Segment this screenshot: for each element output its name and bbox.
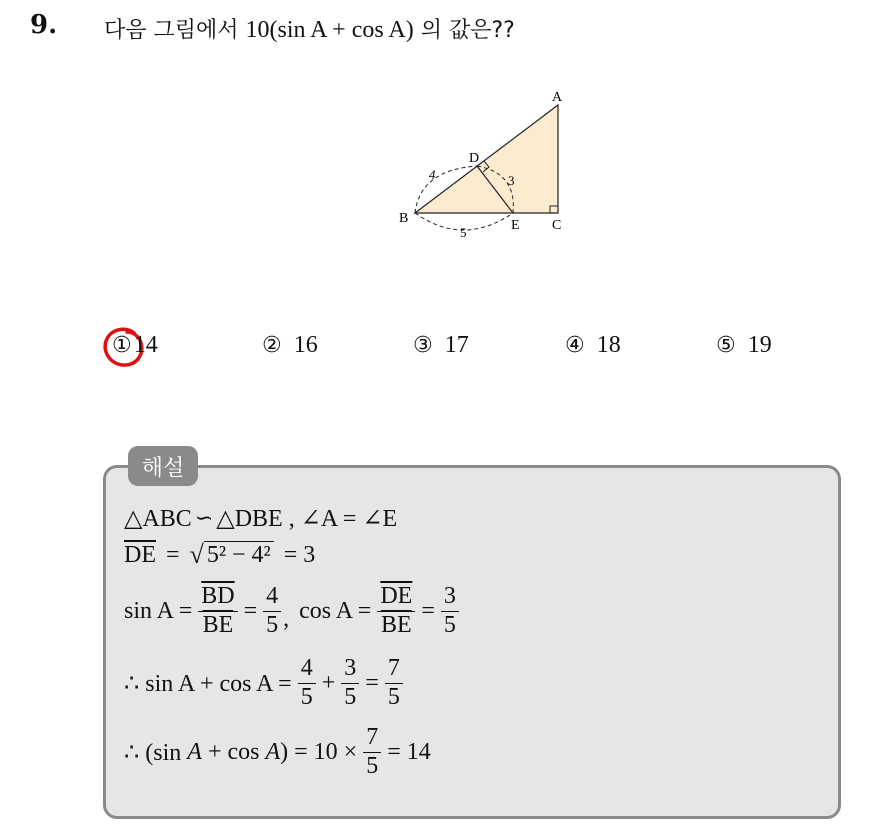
final-var-a2: A [265,738,281,765]
similar-lhs: △ABC [124,506,192,532]
choice-4-value: 18 [596,332,621,358]
label-c: C [552,218,562,233]
label-a: A [552,90,563,105]
length-be: 5 [460,225,467,240]
choice-5-value: 19 [747,332,772,358]
answer-choices [0,332,884,366]
choice-4-mark: ④ [565,333,585,358]
comma: , [283,606,290,633]
sin-a-label: sin A = [124,597,193,624]
solution-line-5 [124,724,431,780]
choice-3-mark: ③ [413,333,433,358]
similar-rhs: △DBE , ∠A = ∠E [216,506,398,532]
choice-3-value: 17 [444,332,469,358]
solution-line-2 [124,540,315,570]
solution-tab-label: 해설 [128,446,198,486]
question-text [104,13,515,44]
solution-line-4 [124,655,409,711]
length-de: 3 [508,173,515,188]
fraction-7-5: $\frac{7}{5}$ [385,655,403,711]
fraction-3-5: $\frac{3}{5}$ [441,583,459,639]
fraction-de-be: $\frac{\overline{DE}}{BE}$ [377,583,415,639]
choice-5-mark: ⑤ [716,333,736,358]
triangle-figure [395,85,580,240]
eq-sign: = [421,597,435,624]
choice-5[interactable] [716,332,772,359]
fraction-bd-be: $\frac{\overline{BD}}{BE}$ [198,583,237,639]
question-text-ko-1: 다음 그림에서 [104,18,246,43]
sum-lhs: ∴ sin A + cos A = [124,670,292,697]
fraction-4-5: $\frac{4}{5}$ [298,655,316,711]
solution-line-3 [124,583,465,639]
solution-line-1 [124,504,397,533]
triangle-abc-fill [415,105,558,213]
plus-sign: + [321,669,336,696]
final-result: = 14 [387,738,431,765]
question-number: 9. [30,10,58,40]
radical-icon: √ [189,540,204,569]
fraction-4-5: $\frac{4}{5}$ [263,583,281,639]
choice-1-value: 14 [133,332,158,358]
sqrt-radicand: 5² − 4² [204,541,274,569]
choice-2-value: 16 [293,332,318,358]
choice-3[interactable] [413,332,469,359]
question-text-ko-2: 의 값은?? [413,18,515,43]
cos-a-label: cos A = [299,597,372,624]
fraction-3-5: $\frac{3}{5}$ [341,655,359,711]
eq-sign: = [365,669,379,696]
label-d: D [469,151,480,166]
label-b: B [399,211,409,226]
choice-1[interactable] [112,332,158,359]
sqrt-result: = 3 [283,541,316,568]
eq-sign: = [166,541,180,568]
final-text-b: + cos [201,738,266,765]
similar-symbol: ∽ [194,506,214,531]
final-text-a: ∴ (sin [124,739,188,766]
choice-2-mark: ② [262,333,282,358]
choice-1-mark: ① [112,333,132,358]
fraction-7-5: $\frac{7}{5}$ [363,724,381,780]
choice-2[interactable] [262,332,318,359]
de-segment: $\overline{DE}$ [124,541,156,568]
length-bd: 4 [429,167,436,182]
eq-sign: = [243,597,258,624]
sqrt-expression [190,540,274,570]
question-expression: 10(sin A + cos A) [245,17,414,43]
final-var-a1: A [187,738,202,765]
choice-4[interactable] [565,332,621,359]
final-text-c: ) = 10 × [280,738,358,765]
label-e: E [511,218,520,233]
